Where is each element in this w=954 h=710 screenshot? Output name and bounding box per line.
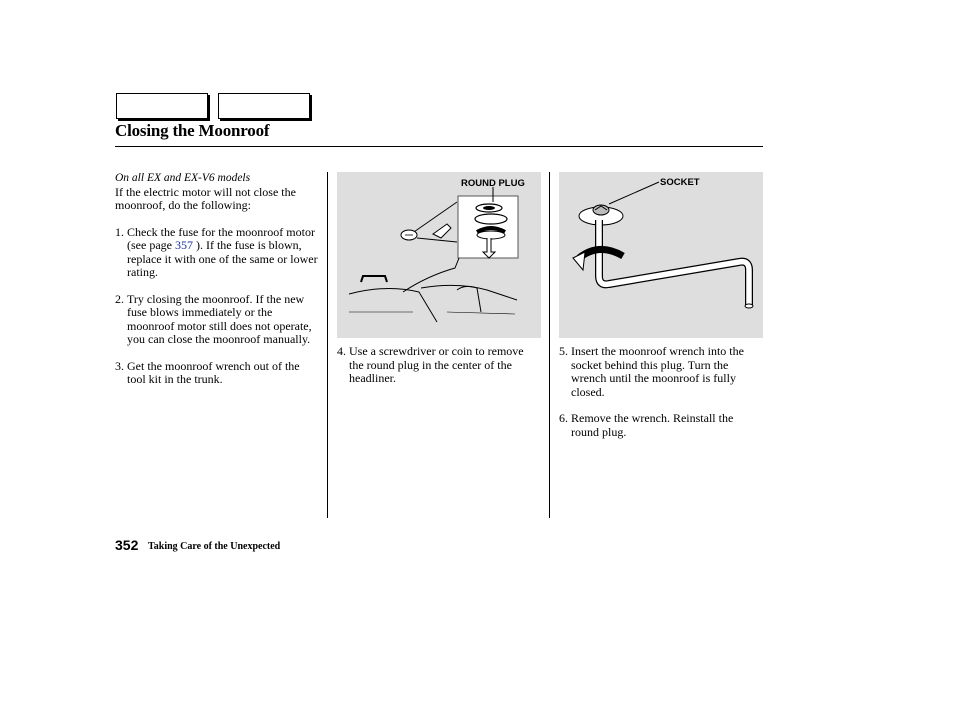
middle-column [337,345,541,399]
wrench-end [745,304,753,308]
model-note: On all EX and EX-V6 models [115,172,251,184]
socket-wrench-illustration [559,172,763,338]
step-number: 3. [115,358,124,373]
step-6 [559,412,763,439]
rotation-arrow-head-icon [573,252,585,270]
socket-wrench-drawing [559,172,763,338]
label-leader-line [609,182,659,204]
step-2 [115,293,321,347]
footer-section-title: Taking Care of the Unexpected [148,541,281,552]
step-1-text-after: ). If the fuse is blown, replace it with one of the same or lower rating. [127,238,318,279]
step-text [127,226,321,280]
step-number: 1. [115,224,124,239]
column-divider-2 [549,172,550,518]
nav-tab-box-2[interactable] [218,93,310,119]
round-plug-label: ROUND PLUG [461,178,525,189]
page-title: Closing the Moonroof [115,121,270,140]
zoom-line-lower [417,238,457,242]
nav-tab-box-1[interactable] [116,93,208,119]
step-1-text-before: Check the fuse for the moonroof motor (see page [127,224,315,252]
step-1 [115,226,321,280]
grab-handle [361,276,387,282]
mirror-outline [457,286,481,312]
step-number: 4. [337,344,346,358]
page-number: 352 [115,537,139,553]
round-plug-drawing [337,172,541,338]
step-text: Try closing the moonroof. If the new fuse blows immediately or the moonroof motor still does not operate, you can close the moonroof manually. [127,291,312,346]
windshield-line [421,285,517,300]
step-number: 2. [115,291,124,306]
step-5 [559,345,763,399]
step-text: Use a screwdriver or coin to remove the round plug in the center of the headliner. [349,344,524,385]
step-number: 5. [559,344,568,358]
right-column [559,345,763,452]
title-rule [115,146,763,147]
map-light [433,224,451,238]
roof-line [349,288,437,322]
step-4 [337,345,541,386]
step-text: Insert the moonroof wrench into the socket behind this plug. Turn the wrench until the moonroof is fully closed. [571,344,744,399]
plug-center-top [483,206,495,210]
intro-paragraph: If the electric motor will not close the moonroof, do the following: [115,184,296,212]
socket-label: SOCKET [660,177,700,188]
step-3 [115,360,321,387]
step-text: Remove the wrench. Reinstall the round plug. [571,411,734,439]
step-text: Get the moonroof wrench out of the tool kit in the trunk. [127,358,300,386]
left-column [115,172,321,400]
page-link-357[interactable]: 357 [174,238,193,252]
column-divider-1 [327,172,328,518]
step-number: 6. [559,411,568,425]
dash-line [447,312,515,314]
round-plug-illustration [337,172,541,338]
wrench-body [599,220,749,306]
